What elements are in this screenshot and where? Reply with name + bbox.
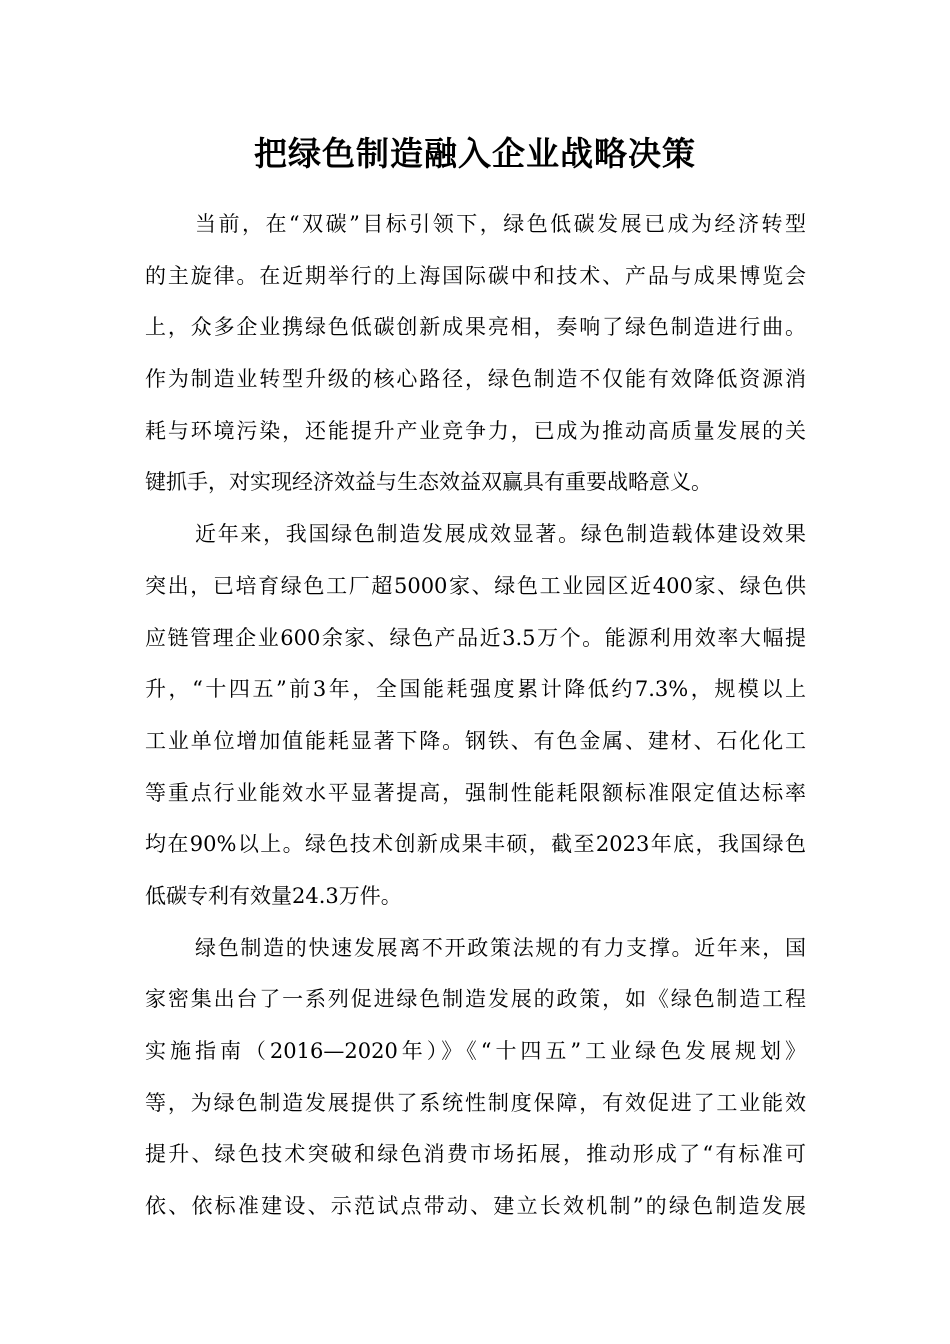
paragraph-3-line: 实施指南（2016—2020年）》《“十四五”工业绿色发展规划》 xyxy=(145,1039,806,1063)
paragraph-1-line: 的主旋律。在近期举行的上海国际碳中和技术、产品与成果博览会 xyxy=(145,263,806,288)
paragraph-1-line: 上，众多企业携绿色低碳创新成果亮相，奏响了绿色制造进行曲。 xyxy=(145,315,806,340)
paragraph-2-line: 突出，已培育绿色工厂超5000家、绿色工业园区近400家、绿色供 xyxy=(145,573,806,598)
paragraph-3-line: 家密集出台了一系列促进绿色制造发展的政策，如《绿色制造工程 xyxy=(145,987,806,1012)
paragraph-2-line: 工业单位增加值能耗显著下降。钢铁、有色金属、建材、石化化工 xyxy=(145,728,806,753)
paragraph-2-line: 升，“十四五”前3年，全国能耗强度累计降低约7.3%，规模以上 xyxy=(145,677,806,702)
paragraph-1-line: 当前，在“双碳”目标引领下，绿色低碳发展已成为经济转型 xyxy=(195,212,806,236)
paragraph-3-line: 绿色制造的快速发展离不开政策法规的有力支撑。近年来，国 xyxy=(195,935,806,960)
paragraph-1-line: 耗与环境污染，还能提升产业竞争力，已成为推动高质量发展的关 xyxy=(145,418,806,443)
document-title: 把绿色制造融入企业战略决策 xyxy=(254,134,696,173)
paragraph-3-line: 提升、绿色技术突破和绿色消费市场拓展，推动形成了“有标准可 xyxy=(145,1142,806,1167)
paragraph-2-line: 低碳专利有效量24.3万件。 xyxy=(145,883,402,908)
paragraph-1-line: 键抓手，对实现经济效益与生态效益双赢具有重要战略意义。 xyxy=(145,470,712,495)
document-body xyxy=(145,199,806,1233)
paragraph-2-line: 应链管理企业600余家、绿色产品近3.5万个。能源利用效率大幅提 xyxy=(145,625,806,650)
paragraph-2-line: 近年来，我国绿色制造发展成效显著。绿色制造载体建设效果 xyxy=(195,522,806,547)
paragraph-3-line: 等，为绿色制造发展提供了系统性制度保障，有效促进了工业能效 xyxy=(145,1090,806,1115)
paragraph-3-line: 依、依标准建设、示范试点带动、建立长效机制”的绿色制造发展 xyxy=(145,1194,806,1219)
paragraph-2-line: 等重点行业能效水平显著提高，强制性能耗限额标准限定值达标率 xyxy=(145,780,806,805)
paragraph-1-line: 作为制造业转型升级的核心路径，绿色制造不仅能有效降低资源消 xyxy=(145,367,806,392)
paragraph-2-line: 均在90%以上。绿色技术创新成果丰硕，截至2023年底，我国绿色 xyxy=(145,832,806,857)
